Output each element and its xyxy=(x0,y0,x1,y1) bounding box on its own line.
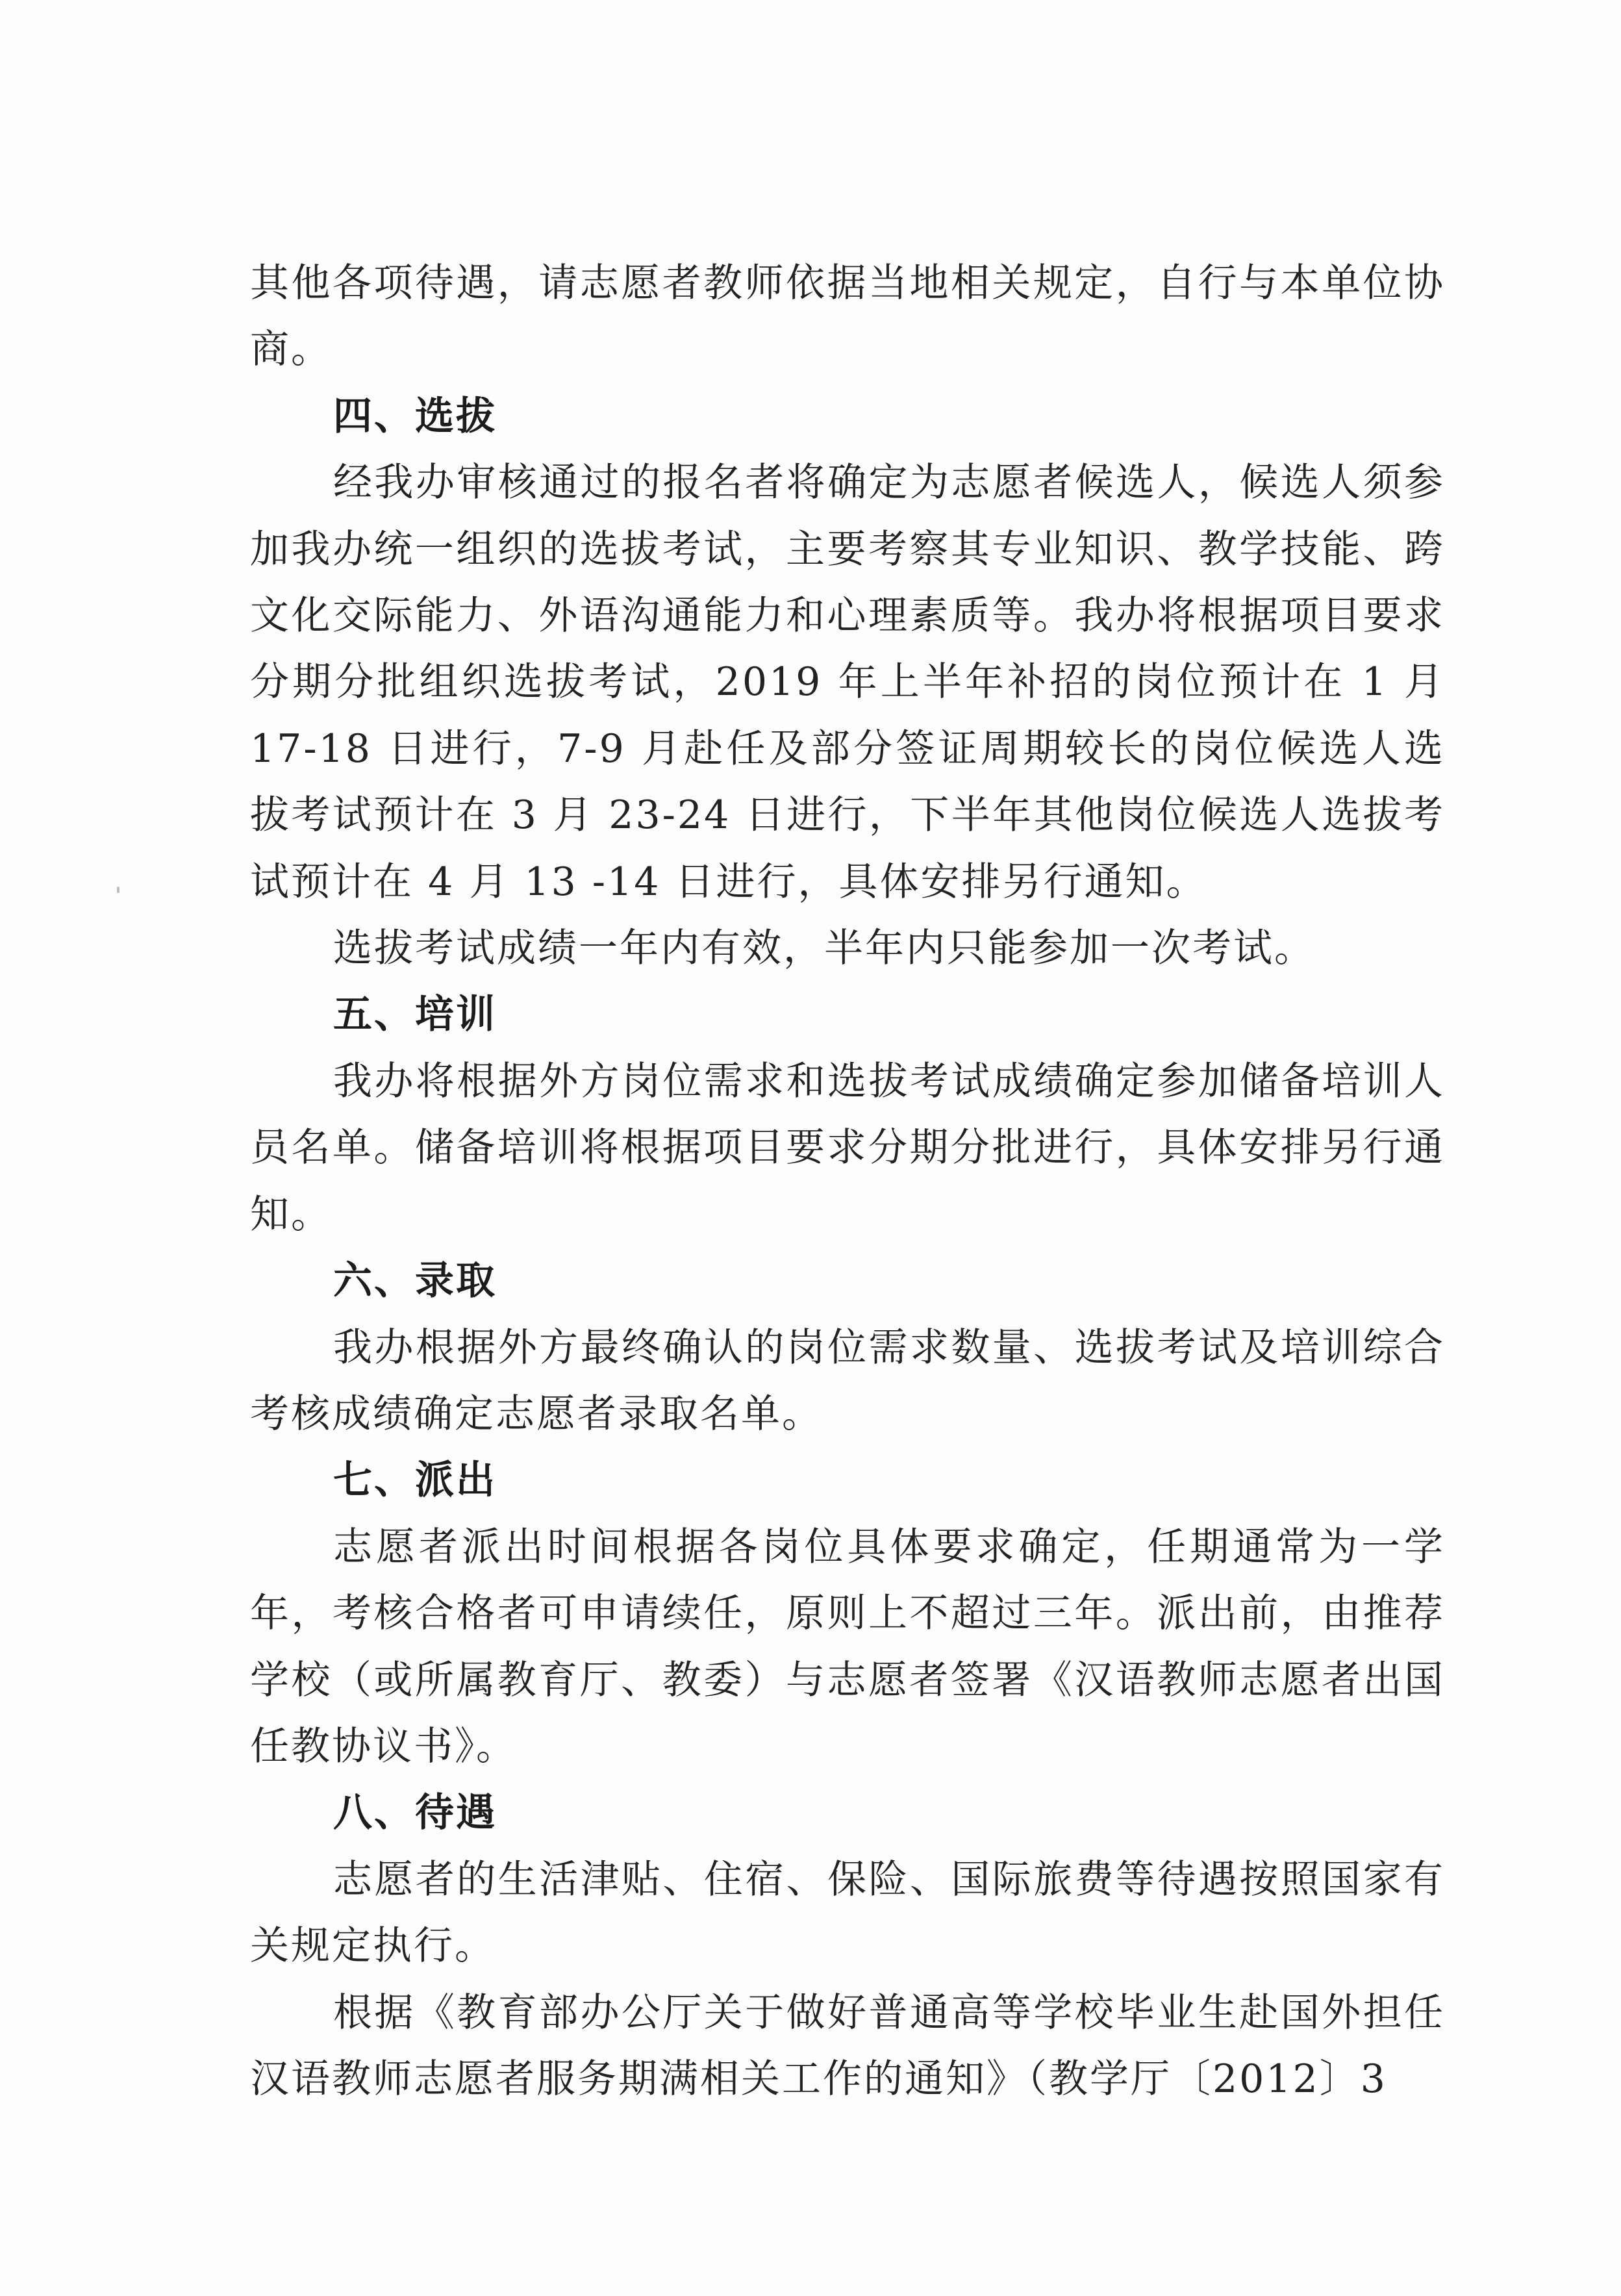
section-heading-training: 五、培训 xyxy=(333,992,497,1038)
benefits-paragraph-2: 根据《教育部办公厅关于做好普通高等学校毕业生赴国外担任汉语教师志愿者服务期满相关工作的通知》（教学厅〔2012〕3 xyxy=(250,1989,1445,2102)
scan-speck xyxy=(117,887,119,893)
opening-paragraph: 其他各项待遇，请志愿者教师依据当地相关规定，自行与本单位协商。 xyxy=(250,260,1445,373)
dispatch-paragraph: 志愿者派出时间根据各岗位具体要求确定，任期通常为一学年，考核合格者可申请续任，原则上不超过三年。派出前，由推荐学校（或所属教育厅、教委）与志愿者签署《汉语教师志愿者出国任教协议书》。 xyxy=(250,1524,1445,1769)
section-heading-selection: 四、选拔 xyxy=(333,393,497,439)
training-paragraph: 我办将根据外方岗位需求和选拔考试成绩确定参加储备培训人员名单。储备培训将根据项目要求分期分批进行，具体安排另行通知。 xyxy=(250,1058,1445,1237)
selection-paragraph-1: 经我办审核通过的报名者将确定为志愿者候选人，候选人须参加我办统一组织的选拔考试，主要考察其专业知识、教学技能、跨文化交际能力、外语沟通能力和心理素质等。我办将根据项目要求分期分批组织选拔考试，2019 年上半年补招的岗位预计在 1 月 17-18 日进行，7-9 月赴任及部分签证周期较长的岗位候选人选拔考试预计在 3 月 23-24 日进行，下半年其他岗位候选人选拔考试预计在 4 月 13 -14 日进行，具体安排另行通知。 xyxy=(250,460,1445,905)
selection-paragraph-2: 选拔考试成绩一年内有效，半年内只能参加一次考试。 xyxy=(333,926,1315,972)
section-heading-benefits: 八、待遇 xyxy=(333,1790,497,1836)
admission-paragraph: 我办根据外方最终确认的岗位需求数量、选拔考试及培训综合考核成绩确定志愿者录取名单。 xyxy=(250,1324,1445,1437)
section-heading-admission: 六、录取 xyxy=(333,1258,497,1304)
benefits-paragraph-1: 志愿者的生活津贴、住宿、保险、国际旅费等待遇按照国家有关规定执行。 xyxy=(250,1856,1445,1969)
document-body xyxy=(250,250,1445,2112)
section-heading-dispatch: 七、派出 xyxy=(333,1457,497,1504)
